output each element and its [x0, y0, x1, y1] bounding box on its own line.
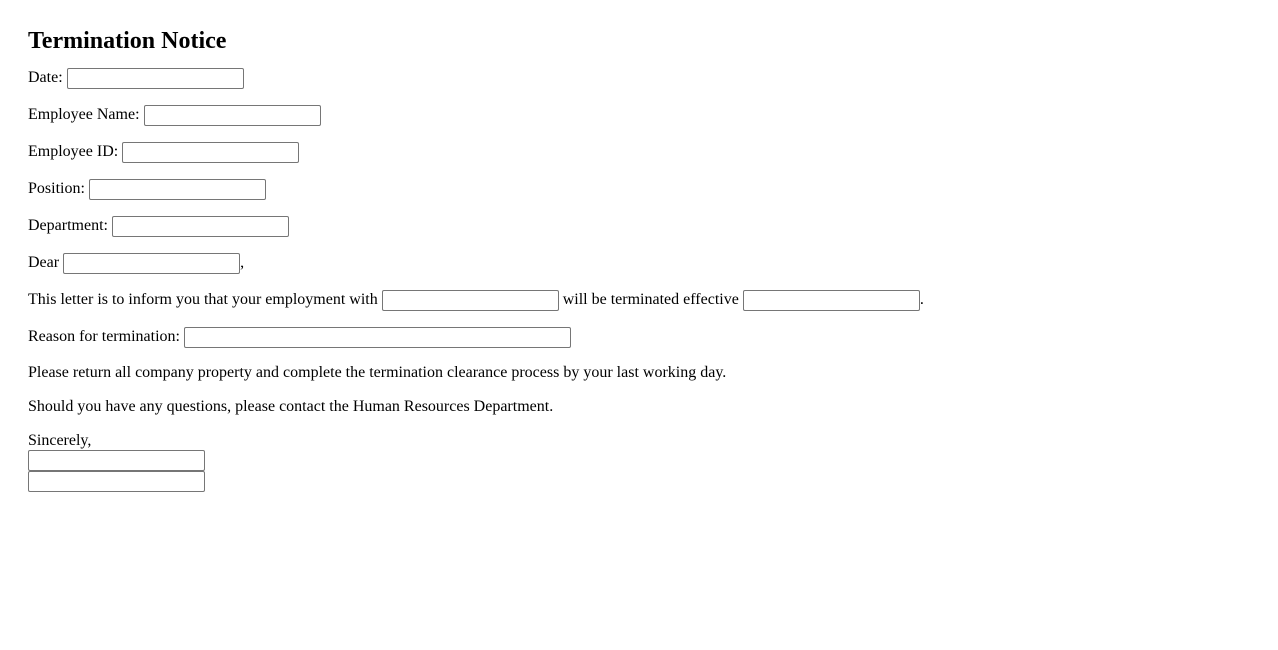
date-row — [28, 67, 1250, 89]
position-label: Position: — [28, 180, 85, 197]
employee-id-row — [28, 141, 1250, 163]
questions-paragraph: Should you have any questions, please contact the Human Resources Department. — [28, 398, 554, 415]
employee-name-row — [28, 104, 1250, 126]
page-title: Termination Notice — [28, 28, 227, 54]
signer-title-input[interactable] — [28, 471, 205, 492]
employee-name-label: Employee Name: — [28, 106, 140, 123]
property-paragraph: Please return all company property and complete the termination clearance process by your last working day. — [28, 364, 727, 381]
signature-block — [28, 450, 1250, 492]
reason-input[interactable] — [184, 327, 571, 348]
position-row — [28, 178, 1250, 200]
employee-name-input[interactable] — [144, 105, 321, 126]
department-label: Department: — [28, 217, 108, 234]
employee-id-label: Employee ID: — [28, 143, 119, 160]
letter-sentence-row — [28, 289, 1250, 311]
reason-row — [28, 326, 1250, 348]
closing-text: Sincerely, — [28, 432, 92, 449]
dear-label: Dear — [28, 254, 60, 271]
letter-text-part1: This letter is to inform you that your employment with — [28, 291, 378, 308]
signer-name-input[interactable] — [28, 450, 205, 471]
department-row — [28, 215, 1250, 237]
date-input[interactable] — [67, 68, 244, 89]
reason-label: Reason for termination: — [28, 328, 180, 345]
company-input[interactable] — [382, 290, 559, 311]
department-input[interactable] — [112, 216, 289, 237]
dear-name-input[interactable] — [63, 253, 240, 274]
date-label: Date: — [28, 69, 63, 86]
letter-text-part2: will be terminated effective — [562, 291, 739, 308]
effective-date-input[interactable] — [743, 290, 920, 311]
salutation-row — [28, 252, 1250, 274]
position-input[interactable] — [89, 179, 266, 200]
employee-id-input[interactable] — [122, 142, 299, 163]
letter-period: . — [919, 291, 924, 308]
salutation-comma: , — [240, 254, 245, 271]
